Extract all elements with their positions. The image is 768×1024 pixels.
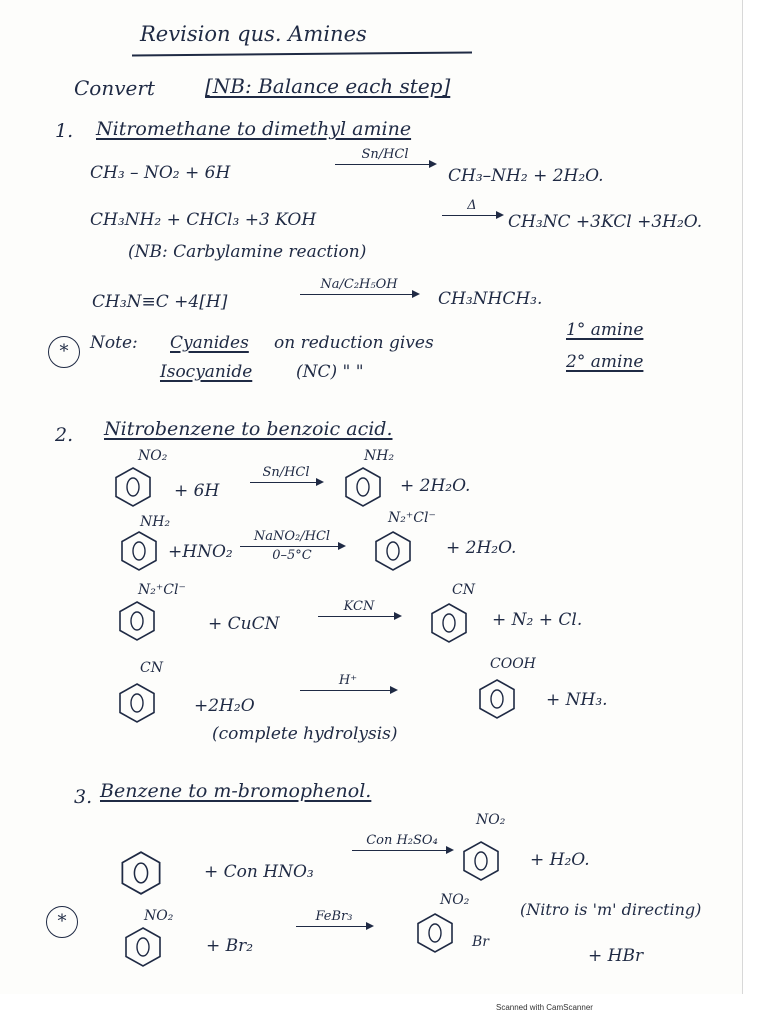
q2-r4-substituent-out: COOH bbox=[490, 656, 536, 672]
q1-eq2-arrow bbox=[442, 199, 502, 216]
q2-r3-substituent-out: CN bbox=[452, 582, 475, 598]
q2-r4-reagent: +2H₂O bbox=[194, 696, 255, 716]
q3-r2-side-note: (Nitro is 'm' directing) bbox=[520, 900, 702, 919]
benzene-ring-icon bbox=[414, 912, 456, 954]
benzene-ring-icon bbox=[476, 678, 518, 720]
q2-r3-rhs: + N₂ + Cl. bbox=[492, 610, 583, 630]
q2-r1-condition: Sn/HCl bbox=[262, 465, 310, 480]
q2-r2-temperature: 0–5°C bbox=[272, 548, 312, 563]
q1-eq3-rhs: CH₃NHCH₃. bbox=[438, 289, 543, 309]
note-line1-text: on reduction gives bbox=[274, 333, 434, 353]
q1-eq2-lhs: CH₃NH₂ + CHCl₃ +3 KOH bbox=[90, 210, 317, 230]
q2-r1-arrow bbox=[250, 466, 322, 483]
q3-r1-condition: Con H₂SO₄ bbox=[366, 833, 438, 848]
q1-number: 1. bbox=[55, 120, 74, 142]
q2-r2-arrow bbox=[240, 530, 344, 563]
q3-r1-arrow bbox=[352, 834, 452, 851]
note-cyanides: Cyanides bbox=[170, 333, 249, 353]
scanner-watermark: Scanned with CamScanner bbox=[496, 1003, 593, 1012]
q3-r2-substituent-out: NO₂ bbox=[440, 892, 470, 908]
note-primary-amine: 1° amine bbox=[566, 320, 644, 340]
q1-eq2-condition: Δ bbox=[467, 198, 477, 213]
benzene-ring-icon bbox=[428, 602, 470, 644]
q1-eq2-note: (NB: Carbylamine reaction) bbox=[128, 242, 367, 262]
q3-r1-reagent: + Con HNO₃ bbox=[204, 862, 314, 882]
asterisk-circle-icon: * bbox=[48, 336, 80, 368]
q3-r2-condition: FeBr₃ bbox=[315, 909, 353, 924]
q1-eq3-arrow bbox=[300, 278, 418, 295]
q3-r2-reagent: + Br₂ bbox=[206, 936, 254, 956]
q2-r2-substituent-out: N₂⁺Cl⁻ bbox=[388, 510, 436, 526]
q2-r3-reagent: + CuCN bbox=[208, 614, 280, 634]
asterisk-circle-icon: * bbox=[46, 906, 78, 938]
q3-number: 3. bbox=[74, 786, 93, 808]
benzene-ring-icon bbox=[122, 926, 164, 968]
q1-eq1-lhs: CH₃ – NO₂ + 6H bbox=[90, 163, 231, 183]
q2-r4-substituent-in: CN bbox=[140, 660, 163, 676]
q1-eq3-lhs: CH₃N≡C +4[H] bbox=[92, 292, 228, 312]
q2-number: 2. bbox=[55, 424, 74, 446]
q2-heading: Nitrobenzene to benzoic acid. bbox=[104, 418, 393, 440]
q2-r4-condition: H⁺ bbox=[338, 673, 358, 688]
note-label: Note: bbox=[90, 333, 138, 353]
note-isocyanide: Isocyanide bbox=[160, 362, 253, 382]
q3-r2-arrow bbox=[296, 910, 372, 927]
q2-r3-arrow bbox=[318, 600, 400, 617]
q3-heading: Benzene to m-bromophenol. bbox=[100, 780, 372, 802]
q3-r2-substituent-in: NO₂ bbox=[144, 908, 174, 924]
q2-r4-rhs: + NH₃. bbox=[546, 690, 608, 710]
q2-r2-condition: NaNO₂/HCl bbox=[253, 529, 331, 544]
q1-eq1-arrow bbox=[335, 148, 435, 165]
q2-r1-rhs: + 2H₂O. bbox=[400, 476, 471, 496]
benzene-ring-icon bbox=[112, 466, 154, 508]
q2-r2-rhs: + 2H₂O. bbox=[446, 538, 517, 558]
q2-r2-reagent: +HNO₂ bbox=[168, 542, 233, 562]
q2-r1-reagent: + 6H bbox=[174, 481, 220, 501]
q1-eq1-condition: Sn/HCl bbox=[361, 147, 409, 162]
q2-r1-substituent-in: NO₂ bbox=[138, 448, 168, 464]
benzene-ring-icon bbox=[116, 600, 158, 642]
q3-r2-byproduct: + HBr bbox=[588, 946, 644, 966]
q2-r4-arrow bbox=[300, 674, 396, 691]
page-title: Revision qus. Amines bbox=[140, 22, 367, 46]
note-line2-text: (NC) " " bbox=[296, 362, 364, 382]
note-secondary-amine: 2° amine bbox=[566, 352, 644, 372]
benzene-ring-icon bbox=[460, 840, 502, 882]
benzene-ring-icon bbox=[342, 466, 384, 508]
q2-r2-substituent-in: NH₂ bbox=[140, 514, 171, 530]
benzene-ring-icon bbox=[372, 530, 414, 572]
convert-label: Convert bbox=[74, 76, 155, 100]
q2-r3-condition: KCN bbox=[343, 599, 375, 614]
q2-r4-note: (complete hydrolysis) bbox=[212, 724, 398, 744]
benzene-ring-icon bbox=[118, 850, 164, 896]
benzene-ring-icon bbox=[118, 530, 160, 572]
q2-r3-substituent-in: N₂⁺Cl⁻ bbox=[138, 582, 186, 598]
title-underline bbox=[132, 52, 472, 57]
benzene-ring-icon bbox=[116, 682, 158, 724]
q1-eq3-condition: Na/C₂H₅OH bbox=[320, 277, 398, 292]
q3-r1-rhs: + H₂O. bbox=[530, 850, 590, 870]
q1-eq1-rhs: CH₃–NH₂ + 2H₂O. bbox=[448, 166, 604, 186]
convert-note: [NB: Balance each step] bbox=[205, 74, 451, 98]
q1-heading: Nitromethane to dimethyl amine bbox=[96, 118, 412, 140]
q3-r2-bromo-substituent: Br bbox=[472, 934, 489, 950]
q2-r1-substituent-out: NH₂ bbox=[364, 448, 395, 464]
q3-r1-substituent-out: NO₂ bbox=[476, 812, 506, 828]
q1-eq2-rhs: CH₃NC +3KCl +3H₂O. bbox=[508, 212, 703, 232]
